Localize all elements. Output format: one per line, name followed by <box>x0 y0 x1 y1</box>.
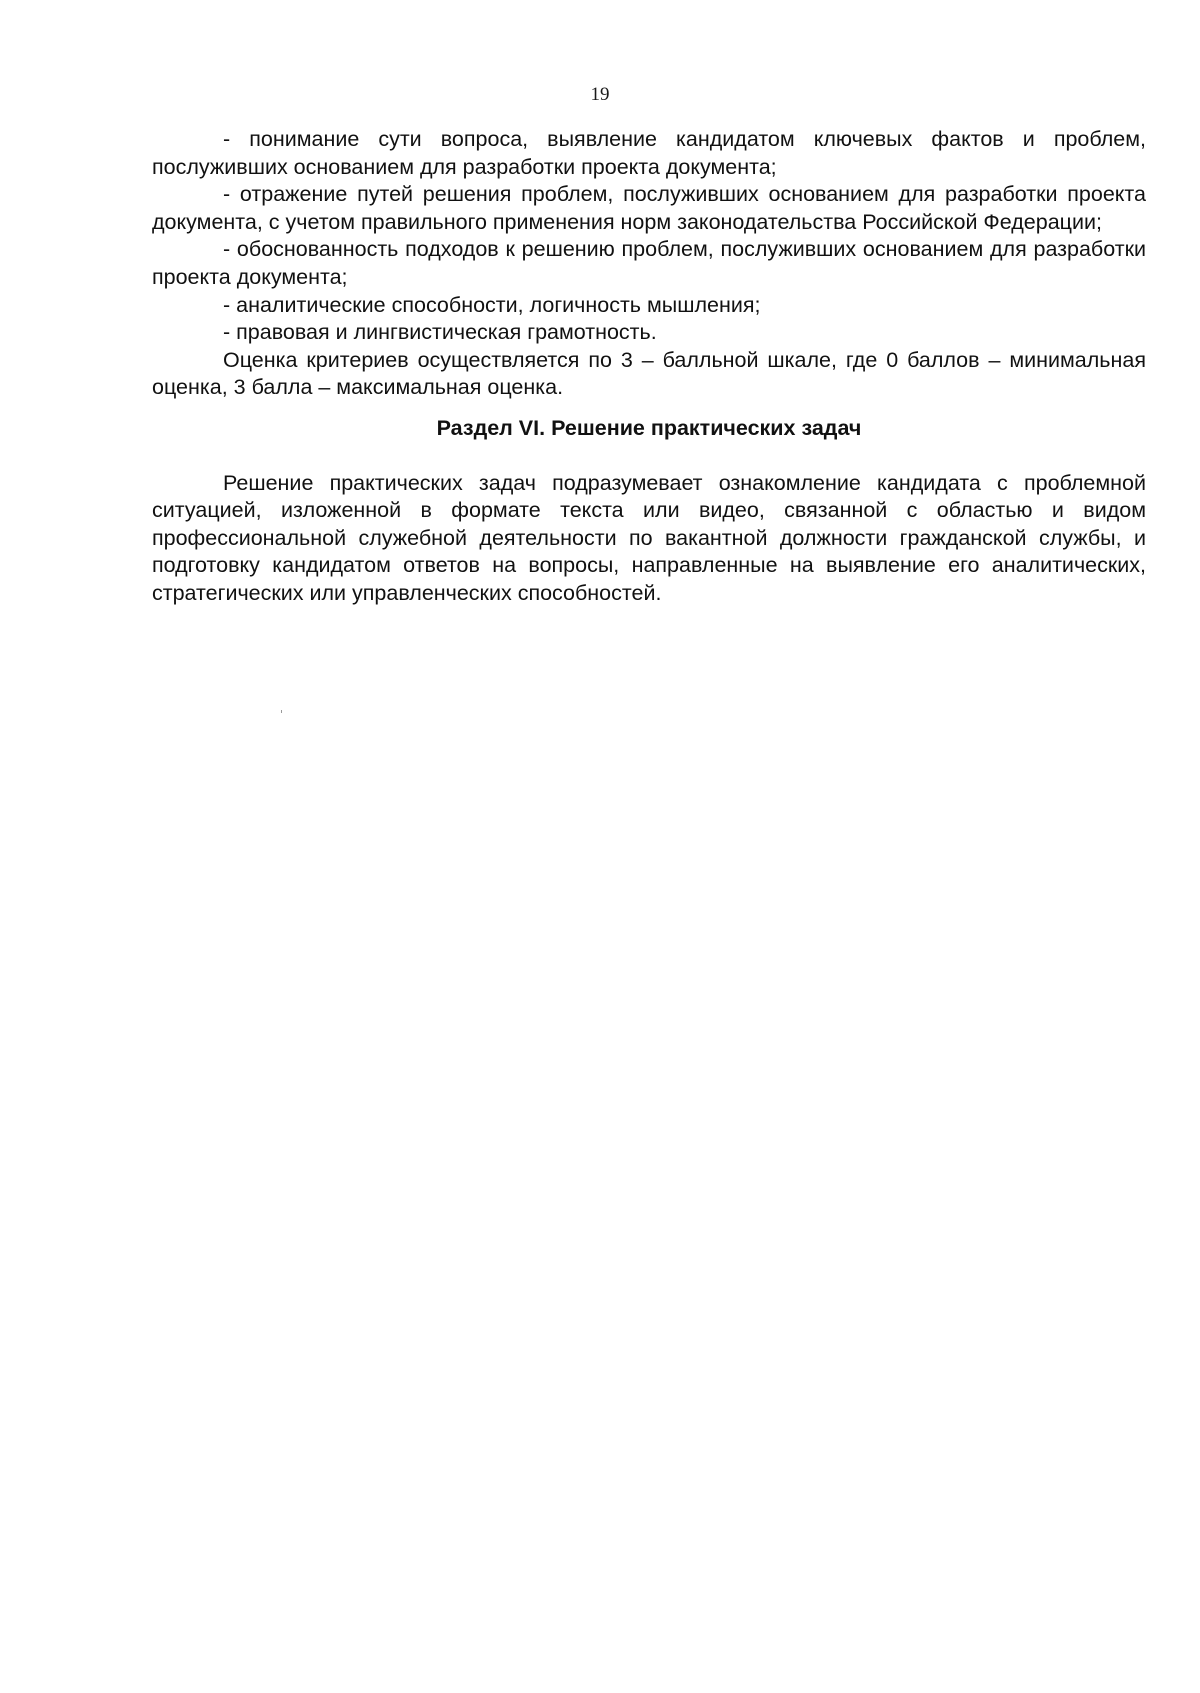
criterion-item: - правовая и лингвистическая грамотность. <box>223 320 657 345</box>
scoring-paragraph: Оценка критериев осуществляется по 3 – балльной шкале, где 0 баллов – минимальная оценка, 3 балла – максимальная оценка. <box>152 347 1146 400</box>
section-paragraph: Решение практических задач подразумевает ознакомление кандидата с проблемной ситуацией, изложенной в формате текста или видео, связанной с областью и видом профессиональной служебной деятельности по вакантной должности гражданской службы, и подготовку кандидатом ответов на вопросы, направленные на выявление его аналитических, стратегических или управленческих способностей. <box>152 470 1146 605</box>
page-content <box>152 126 1146 608</box>
criterion-item: - обоснованность подходов к решению проблем, послуживших основанием для разработки проекта документа; <box>152 237 1146 289</box>
page-number: 19 <box>590 84 610 105</box>
criterion-item: - аналитические способности, логичность мышления; <box>223 292 761 317</box>
scan-speck <box>281 710 282 713</box>
section-heading: Раздел VI. Решение практических задач <box>436 415 862 440</box>
criterion-item: - отражение путей решения проблем, послуживших основанием для разработки проекта документа, с учетом правильного применения норм законодательства Российской Федерации; <box>152 182 1146 234</box>
criterion-item: - понимание сути вопроса, выявление кандидатом ключевых фактов и проблем, послуживших основанием для разработки проекта документа; <box>152 127 1146 179</box>
